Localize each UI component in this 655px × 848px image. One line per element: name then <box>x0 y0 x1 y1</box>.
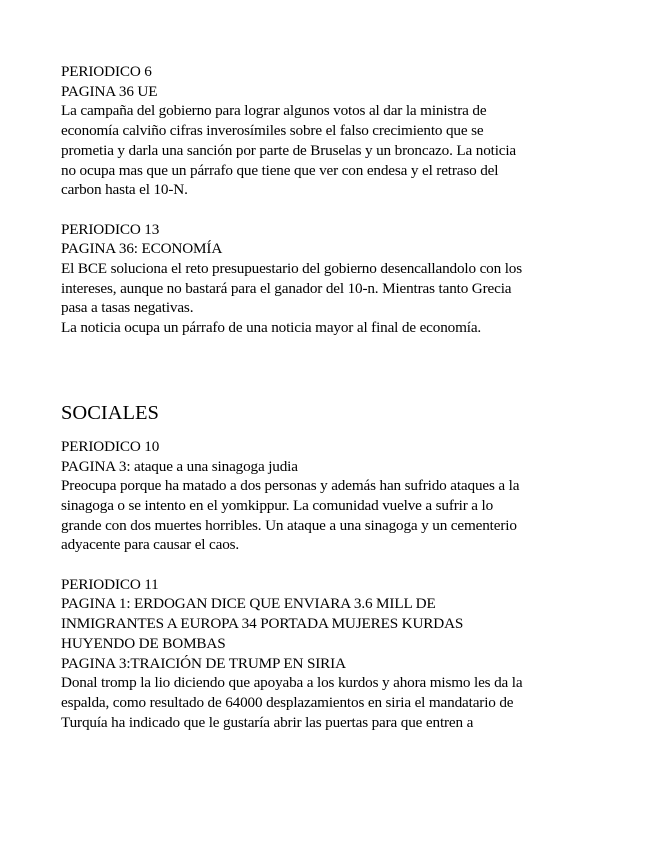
body-line: La campaña del gobierno para lograr algunos votos al dar la ministra de <box>61 102 487 120</box>
periodico-label: PERIODICO 6 <box>61 63 152 80</box>
pagina-label: INMIGRANTES A EUROPA 34 PORTADA MUJERES KURDAS <box>61 615 464 633</box>
entry-periodico-10 <box>61 437 606 555</box>
body-line: La noticia ocupa un párrafo de una noticia mayor al final de economía. <box>61 319 482 337</box>
body-line: El BCE soluciona el reto presupuestario del gobierno desencallandolo con los <box>61 260 522 278</box>
pagina-label: HUYENDO DE BOMBAS <box>61 634 226 652</box>
pagina-label: PAGINA 1: ERDOGAN DICE QUE ENVIARA 3.6 MILL DE <box>61 595 436 613</box>
pagina-label: PAGINA 36: ECONOMÍA <box>61 240 223 258</box>
document-body <box>61 62 606 732</box>
section-title-sociales: SOCIALES <box>61 401 159 424</box>
body-line: Turquía ha indicado que le gustaría abrir las puertas para que entren a <box>61 713 474 731</box>
body-line: carbon hasta el 10-N. <box>61 181 188 199</box>
entry-periodico-11 <box>61 575 606 733</box>
body-line: Preocupa porque ha matado a dos personas y además han sufrido ataques a la <box>61 477 520 495</box>
periodico-label: PERIODICO 11 <box>61 575 159 593</box>
body-line: grande con dos muertes horribles. Un ataque a una sinagoga y un cementerio <box>61 516 517 534</box>
section-gap <box>61 338 606 400</box>
periodico-label: PERIODICO 13 <box>61 220 160 238</box>
periodico-label: PERIODICO 10 <box>61 437 160 455</box>
paragraph-gap <box>61 200 606 220</box>
body-line: prometia y darla una sanción por parte de Bruselas y un broncazo. La noticia <box>61 141 517 159</box>
pagina-label: PAGINA 3: ataque a una sinagoga judia <box>61 457 298 475</box>
paragraph-gap <box>61 555 606 575</box>
pagina-label: PAGINA 36 UE <box>61 82 158 100</box>
body-line: sinagoga o se intento en el yomkippur. La comunidad vuelve a sufrir a lo <box>61 496 494 514</box>
body-line: intereses, aunque no bastará para el ganador del 10-n. Mientras tanto Grecia <box>61 279 512 297</box>
pagina-label: PAGINA 3:TRAICIÓN DE TRUMP EN SIRIA <box>61 654 346 672</box>
body-line: Donal tromp la lio diciendo que apoyaba a los kurdos y ahora mismo les da la <box>61 674 523 692</box>
entry-periodico-13 <box>61 220 606 338</box>
body-line: economía calviño cifras inverosímiles sobre el falso crecimiento que se <box>61 122 484 140</box>
body-line: pasa a tasas negativas. <box>61 299 194 317</box>
entry-periodico-6 <box>61 62 606 200</box>
body-line: espalda, como resultado de 64000 desplazamientos en siria el mandatario de <box>61 693 514 711</box>
body-line: no ocupa mas que un párrafo que tiene que ver con endesa y el retraso del <box>61 161 499 179</box>
body-line: adyacente para causar el caos. <box>61 536 240 554</box>
